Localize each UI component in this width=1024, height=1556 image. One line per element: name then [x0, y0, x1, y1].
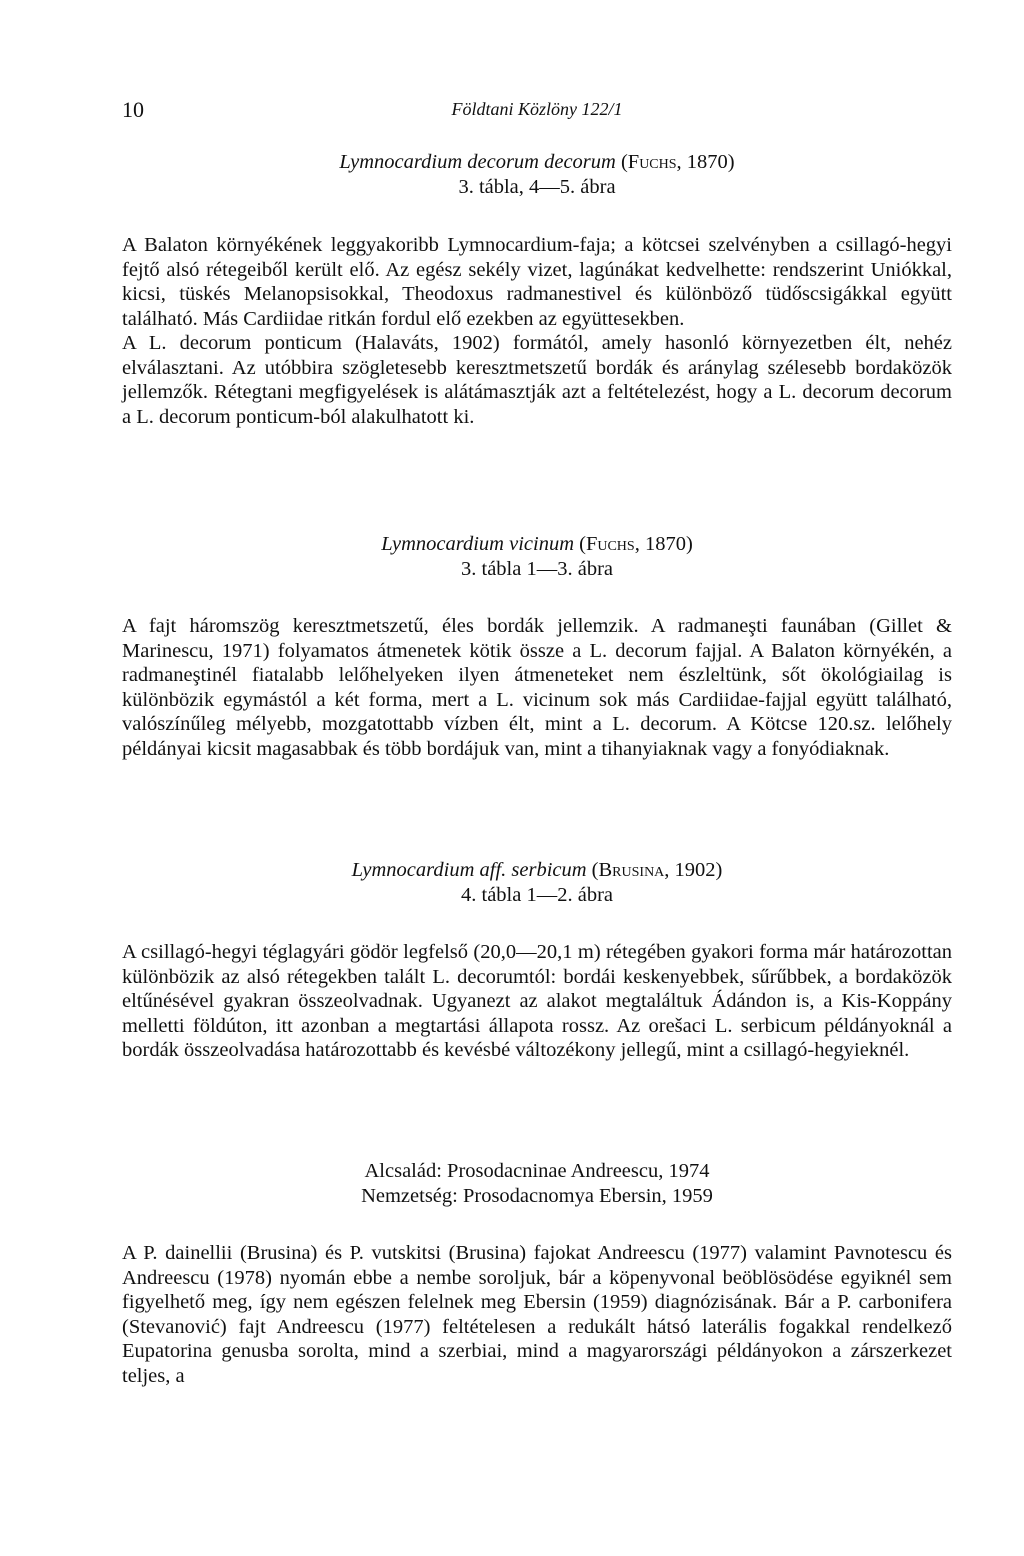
section-3-body	[122, 940, 952, 1063]
section-2-plate: 3. tábla 1—3. ábra	[461, 558, 613, 580]
section-3-heading	[122, 858, 952, 908]
section-3-taxon: Lymnocardium aff. serbicum	[351, 859, 587, 881]
section-2-paragraph-1: A fajt háromszög keresztmetszetű, éles bordák jellemzik. A radmaneşti faunában (Gillet & Marinescu, 1971) folyamatos átmenetek kötik össze a L. decorum fajjal. A Balaton környékén, a radmaneştinél fiatalabb lelőhelyeken ilyen átmeneteket nem észleltünk, sőt ökológiailag is különbözik egymástól a két forma, mert a L. vicinum sok más Cardiidae-fajjal együtt található, valószínűleg mélyebb, mozgatottabb vízben élt, mint a L. decorum. A Kötcse 120.sz. lelőhely példányai kicsit magasabbak és több bordájuk van, mint a tihanyiaknak vagy a fonyódiaknak.	[122, 615, 952, 760]
section-1-body	[122, 233, 952, 429]
section-3-author: (Brusina, 1902)	[591, 859, 723, 881]
section-4-heading	[122, 1159, 952, 1209]
section-2-author: (Fuchs, 1870)	[579, 533, 693, 555]
page-number: 10	[122, 97, 144, 122]
section-4-paragraph-1: A P. dainellii (Brusina) és P. vutskitsi (Brusina) fajokat Andreescu (1977) valamint Pavnotescu és Andreescu (1978) nyomán ebbe a nembe soroljuk, bár a köpenyvonal beöblösödése egyiknél sem figyelhető meg, így nem egészen felelnek meg Ebersin (1959) diagnózisának. Bár a P. carbonifera (Stevanović) fajt Andreescu (1977) feltételesen a redukált hátsó laterális fogakkal rendelkező Eupatorina genusba sorolta, mind a szerbiai, mind a magyarországi példányokon a zárszerkezet teljes, a	[122, 1242, 952, 1387]
subfamily-line: Alcsalád: Prosodacninae Andreescu, 1974	[364, 1160, 710, 1182]
section-2-body	[122, 614, 952, 761]
section-1-paragraph-2: A L. decorum ponticum (Halaváts, 1902) formától, amely hasonló környezetben élt, nehéz elválasztani. Az utóbbira szögletesebb keresztmetszetű bordák és aránylag szélesebb bordaközök jellemzők. Rétegtani megfigyelések is alátámasztják azt a feltételezést, hogy a L. decorum decorum a L. decorum ponticum-ból alakulhatott ki.	[122, 332, 952, 428]
section-1-paragraph-1: A Balaton környékének leggyakoribb Lymnocardium-faja; a kötcsei szelvényben a csillagó-hegyi fejtő alsó rétegeiből került elő. Az egész sekély vizet, lagúnákat kedvelhette: rendszerint Uniókkal, kicsi, tüskés Melanopsisokkal, Theodoxus radmanestivel és különböző tüdőscsigákkal együtt található. Más Cardiidae ritkán fordul elő ezekben az együttesekben.	[122, 234, 952, 330]
genus-line: Nemzetség: Prosodacnomya Ebersin, 1959	[361, 1185, 713, 1207]
section-4-body	[122, 1241, 952, 1388]
journal-title: Földtani Közlöny 122/1	[451, 99, 623, 119]
section-3-paragraph-1: A csillagó-hegyi téglagyári gödör legfelső (20,0—20,1 m) rétegében gyakori forma már határozottan különbözik az alsó rétegekben talált L. decorumtól: bordái keskenyebbek, sűrűbbek, a bordaközök eltűnésével gyakran összeolvadnak. Ugyanezt az alakot megtaláltuk Ádándon is, a Kis-Koppány melletti földúton, itt azonban a megtartási állapota rossz. Az orešaci L. serbicum példányoknál a bordák összeolvadása határozottabb és kevésbé változékony jellegű, mint a csillagó-hegyieknél.	[122, 941, 952, 1061]
section-2-taxon: Lymnocardium vicinum	[381, 533, 574, 555]
section-1-heading	[122, 150, 952, 200]
section-1-taxon: Lymnocardium decorum decorum	[339, 151, 616, 173]
section-3-plate: 4. tábla 1—2. ábra	[461, 884, 613, 906]
section-1-plate: 3. tábla, 4—5. ábra	[458, 176, 616, 198]
section-2-heading	[122, 532, 952, 582]
section-1-author: (Fuchs, 1870)	[620, 151, 735, 173]
running-head	[122, 97, 952, 127]
